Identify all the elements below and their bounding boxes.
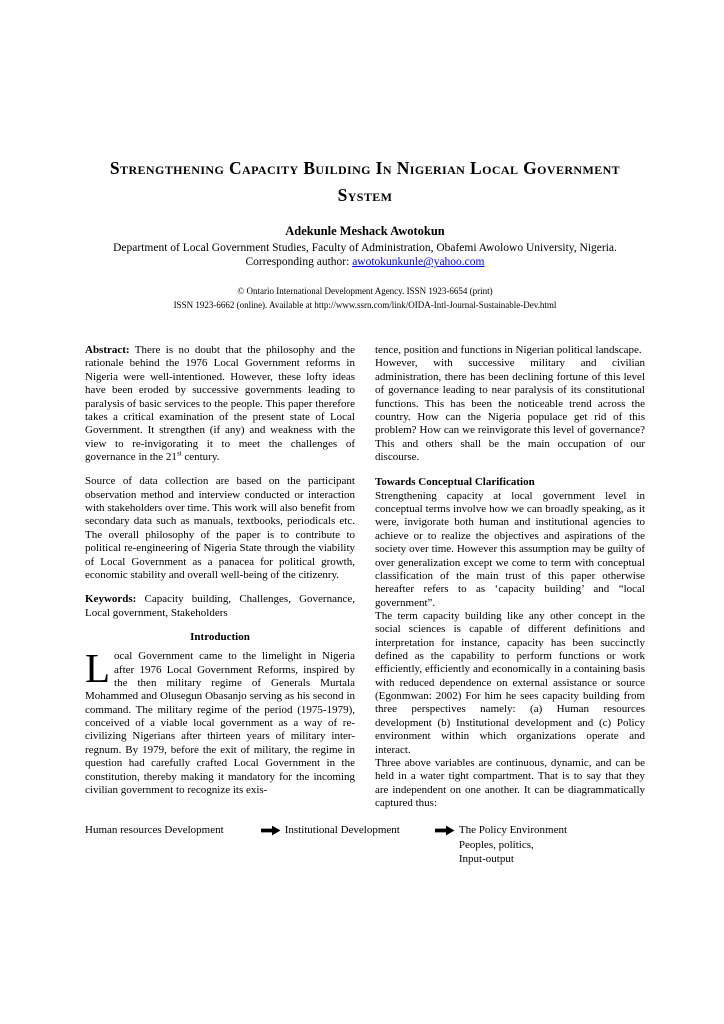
methodology-paragraph: Source of data collection are based on the participant observation method and interview conducted or interaction with stakeholders over time. This work will also benefit from secondary data such as manuals, textbooks, periodicals etc. The overall philosophy of the paper is to contribute to political re-engineering of Nigeria State through the viability of Local Government as a panacea for political growth, economic stability and overall well-being of the citizenry. [85,475,355,581]
author-name: Adekunle Meshack Awotokun [285,224,445,239]
corresponding-author-line [85,256,645,268]
left-column [85,344,355,810]
abstract-text: There is no doubt that the philosophy and the rationale behind the 1976 Local Government reforms in Nigeria were well-intentioned. However, these lofty ideas have been eroded by successive governments leading to paralysis of basic services to the people. This paper therefore takes a critical examination of the present state of Local Government. It strengthen (if any) and weakness with the view to re-invigorating it to meet the challenges of governance in the 21 [85,344,355,463]
paper-title: Strengthening Capacity Building In Nigerian Local Government System [109,158,621,206]
governance-paragraph: However, with successive military and civilian administration, there has been declining fortune of this level of governance leading to near paralysis of its constitutional functions. This has been the noticeable trend across the country. How can the Nigeria populace get rid of this problem? How can we reinvigorate this level of governance? This and others shall be the main occupation of our discourse. [375,357,645,463]
drop-cap: L [85,645,111,692]
keywords-label: Keywords: [85,593,137,606]
policy-environment-line-1: The Policy Environment [458,824,568,837]
right-column [375,344,645,810]
capacity-paragraph: Strengthening capacity at local government level in conceptual terms involve how we can broadly speaking, as it were, invigorate both human and institutional agencies to achieve or to realize the objectives and aspirations of the society over time. However this assumption may be guilty of over generalization except we come to term with conceptual classification of the main trust of this paper otherwise hereafter refers to as ‘capacity building’ and “local government”. [375,489,645,609]
right-arrow-icon [261,825,281,836]
abstract-label: Abstract: [85,344,130,357]
ordinal-superscript: st [176,449,182,458]
keywords-text: Capacity building, Challenges, Governance, Local government, Stakeholders [85,593,355,619]
policy-environment-line-2: Peoples, politics, [458,838,534,851]
introduction-text: ocal Government came to the limelight in Nigeria after 1976 Local Government Reforms, inspired by the then military regime of Generals Murtala Mohammed and Olusegun Obasanjo serving as his second in command. The military regime of the period (1975-1979), conceived of a viable local government as a way of re-civilizing Nigerians after thirteen years of military inter-regnum. By 1979, before the exit of military, the regime in question had carefully crafted Local Government in the constitution, thereby making it mandatory for the incoming civilian government to recognize its exis- [85,650,355,796]
copyright-line-1: © Ontario International Development Agency. ISSN 1923-6654 (print) [237,286,493,297]
abstract-text-tail: century. [181,451,220,463]
diagram-item-policy-environment [459,823,567,866]
keywords-paragraph [85,593,355,620]
copyright-line-2: ISSN 1923-6662 (online). Available at http://www.ssrn.com/link/OIDA-Intl-Journal-Sustainable-Dev.html [173,300,557,311]
capacity-flow-diagram [85,823,645,866]
corresponding-label: Corresponding author: [245,256,353,269]
conceptual-clarification-heading: Towards Conceptual Clarification [375,476,535,489]
continuation-paragraph: tence, position and functions in Nigerian political landscape. [375,344,642,357]
diagram-item-human-resources: Human resources Development [85,824,224,837]
policy-environment-line-3: Input-output [458,852,514,865]
introduction-heading: Introduction [190,630,250,643]
right-arrow-icon [435,825,455,836]
diagram-item-institutional: Institutional Development [284,824,400,837]
definition-paragraph: The term capacity building like any other concept in the social sciences is capable of different definitions and interpretation for instance, capacity has been succinctly defined as the capability to perform functions or work efficiently, efficiently and economically in a containing basis with reduced dependence on external assistance or source (Egonmwan: 2002) For him he sees capacity building from three perspectives namely: (a) Human resources development (b) Institutional development and (c) Policy environment within which organizations operate and interact. [375,609,645,756]
affiliation-line: Department of Local Government Studies, Faculty of Administration, Obafemi Awolowo University, Nigeria. [113,242,617,255]
copyright-block [85,285,645,313]
two-column-body [85,344,645,810]
variables-paragraph: Three above variables are continuous, dynamic, and can be held in a water tight compartment. That is to say that they are independent on one another. It can be diagrammatically captured thus: [375,756,645,809]
introduction-paragraph [85,645,355,797]
abstract-paragraph [85,344,355,464]
email-link[interactable]: awotokunkunle@yahoo.com [352,256,485,269]
